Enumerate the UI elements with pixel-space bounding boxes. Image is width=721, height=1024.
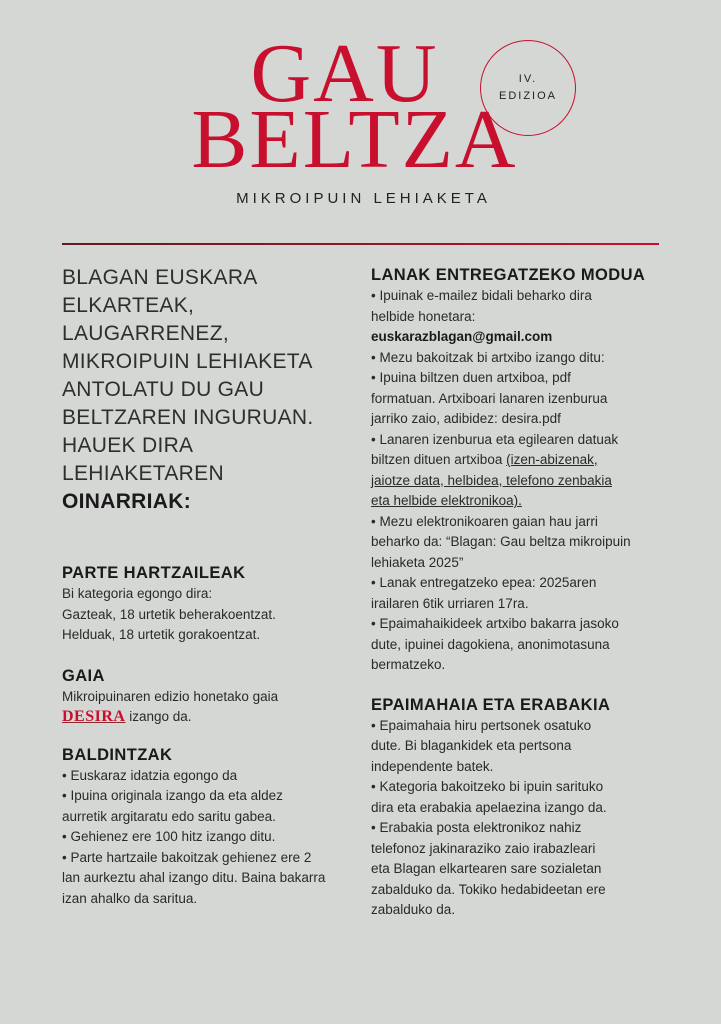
theme-word: DESIRA: [62, 708, 126, 725]
lanak-line: irailaren 6tik urriaren 17ra.: [371, 595, 529, 611]
baldintzak-line: • Parte hartzaile bakoitzak gehienez ere 2: [62, 849, 312, 865]
title-gau: GAU: [250, 27, 439, 120]
parte-line: Gazteak, 18 urtetik beherakoentzat.: [62, 606, 276, 622]
lanak-line-underlined: jaiotze data, helbidea, telefono zenbakia: [371, 472, 612, 488]
header-divider: [62, 243, 659, 245]
lanak-line: beharko da: “Blagan: Gau beltza mikroipuin: [371, 534, 631, 549]
lanak-line: helbide honetara:: [371, 308, 476, 324]
left-column: [62, 264, 352, 909]
section-title-epaimahaia: EPAIMAHAIA ETA ERABAKIA: [371, 695, 611, 714]
intro-line: ANTOLATU DU GAU: [62, 378, 265, 401]
baldintzak-line: • Gehienez ere 100 hitz izango ditu.: [62, 829, 276, 844]
intro-line: HAUEK DIRA LEHIAKETAREN: [62, 434, 224, 485]
lanak-line-mixed: [371, 450, 661, 471]
epaimahaia-line: telefonoz jakinaraziko zaio irabazleari: [371, 840, 596, 856]
lanak-line: dute, ipuinei dagokiena, anonimotasuna: [371, 636, 610, 652]
section-baldintzak: [62, 744, 352, 910]
epaimahaia-line: zabalduko da.: [371, 902, 456, 917]
lanak-line-underlined: (izen-abizenak,: [506, 452, 598, 467]
gaia-line-rest: izango da.: [125, 709, 192, 724]
epaimahaia-line: eta Blagan elkartearen sare sozialetan: [371, 861, 602, 876]
parte-line: Bi kategoria egongo dira:: [62, 586, 213, 601]
epaimahaia-line: independente batek.: [371, 758, 494, 774]
baldintzak-line: • Ipuina originala izango da eta aldez: [62, 788, 283, 803]
lanak-line: • Lanak entregatzeko epea: 2025aren: [371, 575, 597, 590]
contact-email[interactable]: euskarazblagan@gmail.com: [371, 329, 553, 344]
right-column: [371, 264, 661, 921]
subtitle: MIKROIPUIN LEHIAKETA: [236, 190, 491, 207]
epaimahaia-line: dute. Bi blagankidek eta pertsona: [371, 738, 572, 753]
section-title-baldintzak: BALDINTZAK: [62, 745, 173, 764]
lanak-line: jarriko zaio, adibidez: desira.pdf: [371, 411, 561, 426]
gaia-line-2: [62, 707, 352, 728]
parte-line: Helduak, 18 urtetik gorakoentzat.: [62, 627, 261, 642]
lanak-line: • Ipuina biltzen duen artxiboa, pdf: [371, 370, 571, 385]
intro-text: [62, 264, 352, 516]
intro-line: BLAGAN EUSKARA: [62, 266, 258, 289]
badge-label: EDIZIOA: [498, 90, 557, 102]
badge-number: IV.: [518, 73, 538, 85]
epaimahaia-line: • Erabakia posta elektronikoz nahiz: [371, 820, 582, 835]
intro-line: MIKROIPUIN LEHIAKETA: [62, 350, 313, 373]
baldintzak-line: • Euskaraz idatzia egongo da: [62, 767, 238, 783]
lanak-line: • Epaimahaikideek artxibo bakarra jasoko: [371, 616, 619, 631]
lanak-line: • Ipuinak e-mailez bidali beharko dira: [371, 288, 592, 303]
lanak-line: • Mezu bakoitzak bi artxibo izango ditu:: [371, 349, 605, 365]
baldintzak-line: aurretik argitaratu edo saritu gabea.: [62, 808, 276, 824]
section-title-gaia: GAIA: [62, 666, 105, 685]
section-title-lanak: LANAK ENTREGATZEKO MODUA: [371, 266, 646, 284]
section-epaimahaia: [371, 694, 661, 921]
intro-line: BELTZAREN INGURUAN.: [62, 406, 314, 429]
lanak-line: • Mezu elektronikoaren gaian hau jarri: [371, 513, 598, 529]
lanak-line: formatuan. Artxiboari lanaren izenburua: [371, 390, 608, 406]
title-beltza: BELTZA: [191, 93, 518, 186]
lanak-line: bermatzeko.: [371, 657, 446, 672]
epaimahaia-line: • Epaimahaia hiru pertsonek osatuko: [371, 717, 592, 733]
epaimahaia-line: zabalduko da. Tokiko hedabideetan ere: [371, 881, 606, 897]
section-title-parte: PARTE HARTZAILEAK: [62, 564, 246, 582]
epaimahaia-line: dira eta erabakia apelaezina izango da.: [371, 799, 607, 815]
baldintzak-line: lan aurkeztu ahal izango ditu. Baina bakarra: [62, 870, 326, 885]
epaimahaia-line: • Kategoria bakoitzeko bi ipuin sarituko: [371, 779, 604, 794]
lanak-line-underlined: eta helbide elektronikoa).: [371, 493, 522, 508]
section-gaia: [62, 665, 352, 728]
intro-line: ELKARTEAK, LAUGARRENEZ,: [62, 294, 229, 345]
baldintzak-line: izan ahalko da saritua.: [62, 890, 198, 906]
section-parte: [62, 562, 352, 646]
lanak-line-plain: biltzen dituen artxiboa: [371, 452, 507, 467]
lanak-line: lehiaketa 2025”: [371, 554, 464, 570]
gaia-line: Mikroipuinaren edizio honetako gaia: [62, 688, 279, 704]
lanak-line: • Lanaren izenburua eta egilearen datuak: [371, 431, 619, 447]
edition-badge: [480, 40, 576, 136]
section-lanak: [371, 264, 661, 676]
intro-strong: OINARRIAK:: [62, 490, 191, 513]
